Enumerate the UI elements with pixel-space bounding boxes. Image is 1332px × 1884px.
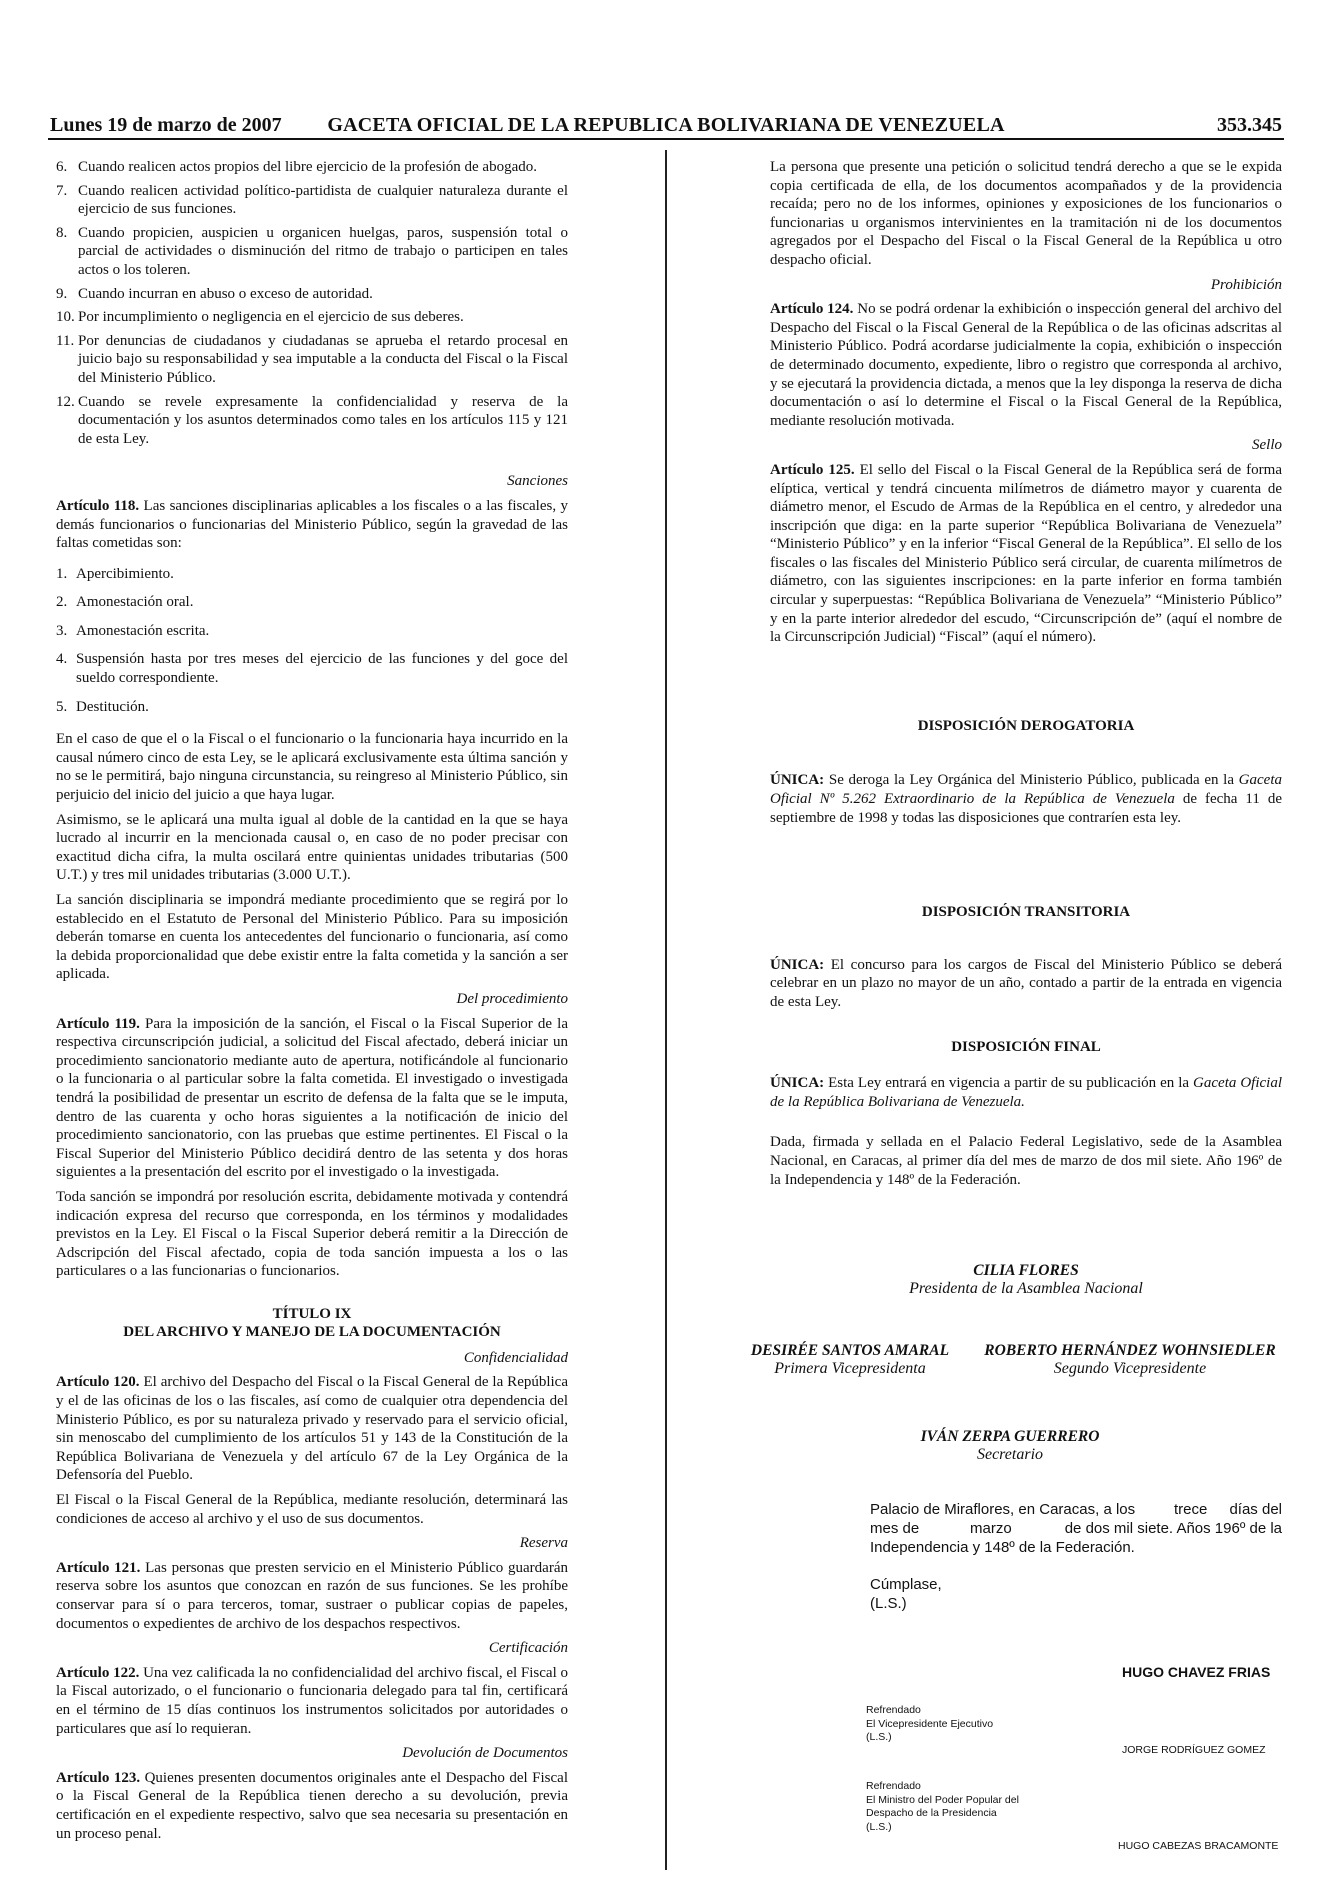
sanciones-list [56,565,568,717]
article-123: Artículo 123. Quienes presenten documentos originales ante el Despacho del Fiscal o la Fiscal General de la República tienen derecho a su devolución, previa certificación en el expediente respectivo, salvo que sea necesaria su presentación en un proceso penal. [56,1769,568,1842]
article-121: Artículo 121. Las personas que presten servicio en el Ministerio Público guardarán reserva sobre los asuntos que conozcan en razón de sus funciones. Se les prohíbe conservar para sí o para terceros, tomar, sustraer o publicar copias de papeles, documentos o expedientes de archivo de los despachos respectivos. [56,1559,568,1632]
promulgation-line-1: Palacio de Miraflores, en Caracas, a los [870,1501,1136,1518]
refrendo-vicepresidente-name: JORGE RODRÍGUEZ GOMEZ [1122,1744,1266,1756]
heading-certificacion: Certificación [488,1640,568,1657]
list-item: 2. Amonestación oral. [56,594,194,611]
list-item: 5. Destitución. [56,698,149,715]
paragraph: La persona que presente una petición o solicitud tendrá derecho a que se le expida copia certificada de ella, de los documentos acompañados y de la providencia recaída; pero no de los informes, opiniones y exposiciones de los funcionarios o funcionarias u organismos intervinientes en la tramitación ni de los documentos agregados por el Despacho del Fiscal o la Fiscal General de la República u otro despacho oficial. [770,159,1282,268]
disposicion-final-heading: DISPOSICIÓN FINAL [951,1038,1101,1055]
header-date: Lunes 19 de marzo de 2007 [50,114,282,136]
paragraph: En el caso de que el o la Fiscal o el funcionario o la funcionaria haya incurrido en la causal número cinco de esta Ley, se le aplicará exclusivamente esta última sanción y no se le permitirá, bajo ninguna circunstancia, su reingreso al Ministerio Público, sin perjuicio del inicio del juicio a que haya lugar. [56,731,568,804]
promulgation-month: marzo [970,1520,1012,1537]
article-124: Artículo 124. No se podrá ordenar la exhibición o inspección general del archivo del Despacho del Fiscal o la Fiscal General de la República o de las oficinas adscritas al Ministerio Público. Podrá acordarse judicialmente la copia, exhibición o inspección de determinado documento, expediente, libro o registro que corresponda al archivo, y se ejecutará la providencia dictada, a menos que la ley disponga la reserva de dicha documentación o así lo determine el Fiscal o la Fiscal General de la República, mediante resolución motivada. [770,301,1283,429]
list-item: 10. Por incumplimiento o negligencia en el ejercicio de sus deberes. [56,309,464,326]
list-item: 6. Cuando realicen actos propios del libre ejercicio de la profesión de abogado. [56,159,537,175]
header-title: GACETA OFICIAL DE LA REPUBLICA BOLIVARIANA DE VENEZUELA [327,114,1005,136]
article-118: Artículo 118. Las sanciones disciplinarias aplicables a los fiscales o a las fiscales, y demás funcionarios o funcionarias del Ministerio Público, según la gravedad de las faltas cometidas son: [56,497,568,552]
promulgation-line-3: Independencia y 148º de la Federación. [870,1539,1135,1556]
title-name: DEL ARCHIVO Y MANEJO DE LA DOCUMENTACIÓN [123,1323,501,1340]
promulgation-dias: días del [1229,1501,1282,1518]
promulgation-mes: mes de [870,1520,920,1537]
article-122: Artículo 122. Una vez calificada la no confidencialidad del archivo fiscal, el Fiscal o la Fiscal autorizado, o el funcionario o funcionaria delegado para tal fin, certificará en el término de 15 días continuos los instrumentos solicitados por autoridades o particulares que así lo requieran. [56,1664,569,1737]
list-item: 4. Suspensión hasta por tres meses del ejercicio de las funciones y del goce del sueldo correspondiente. [56,651,568,687]
paragraph: Asimismo, se le aplicará una multa igual al doble de la cantidad en la que se haya lucrado al incurrir en la mencionada causal o, en caso de no poder precisar con exactitud dicha cifra, la multa oscilará entre quinientas unidades tributarias (500 U.T.) y tres mil unidades tributarias (3.000 U.T.). [56,811,568,884]
paragraph: El Fiscal o la Fiscal General de la República, mediante resolución, determinará las condiciones de acceso al archivo y el uso de sus documentos. [56,1492,568,1527]
signature-segundo-vicepresidente: ROBERTO HERNÁNDEZ WOHNSIEDLER Segundo Vicepresidente [984,1342,1276,1377]
heading-devolucion: Devolución de Documentos [402,1745,568,1762]
signature-secretario: IVÁN ZERPA GUERRERO Secretario [920,1428,1100,1463]
disposicion-final: ÚNICA: Esta Ley entrará en vigencia a partir de su publicación en la Gaceta Oficial de la República Bolivariana de Venezuela. [770,1075,1282,1110]
causales-list [56,158,568,448]
refrendo-ministro-name: HUGO CABEZAS BRACAMONTE [1118,1840,1279,1852]
article-119: Artículo 119. Para la imposición de la sanción, el Fiscal o la Fiscal Superior de la respectiva circunscripción judicial, a solicitud del Fiscal afectado, deberá iniciar un procedimiento sancionatorio mediante auto de apertura, notificándole al funcionario o la funcionaria o al particular sobre la falta cometida. El investigado o investigada tendrá la posibilidad de presentar un escrito de defensa de la falta que se le imputa, dentro de las cuarenta y ocho horas siguientes a la notificación de inicio del procedimiento sancionatorio, con las pruebas que estime pertinentes. El Fiscal o la Fiscal Superior del Ministerio Público decidirá dentro de las setenta y dos horas siguientes a la presentación del escrito por el investigado o la investigada. [56,1015,568,1181]
title-number: TÍTULO IX [272,1305,352,1322]
disposicion-transitoria-heading: DISPOSICIÓN TRANSITORIA [921,904,1131,921]
heading-prohibicion: Prohibición [1210,276,1282,293]
page-header [48,112,1284,140]
heading-reserva: Reserva [519,1535,568,1552]
column-divider [665,150,667,1870]
president-signature: HUGO CHAVEZ FRIAS [1122,1664,1271,1680]
promulgation-year: de dos mil siete. Años 196º de la [1064,1520,1282,1537]
list-item: 8. Cuando propicien, auspicien u organicen huelgas, paros, suspensión total o parcial de actividades o disminución del ritmo de trabajo o participen en tales actos o los toleren. [56,224,568,278]
disposicion-derogatoria-heading: DISPOSICIÓN DEROGATORIA [917,717,1135,734]
disposicion-transitoria: ÚNICA: El concurso para los cargos de Fiscal del Ministerio Público se deberá celebrar en un plazo no mayor de un año, contado a partir de la entrada en vigencia de esta Ley. [770,956,1282,1010]
refrendo-ministro: Refrendado El Ministro del Poder Popular del Despacho de la Presidencia (L.S.) [866,1780,1019,1833]
signature-primera-vicepresidenta: DESIRÉE SANTOS AMARAL Primera Vicepresidenta [750,1342,950,1377]
right-column [770,158,1282,1195]
ls-mark: (L.S.) [870,1595,907,1612]
list-item: 1. Apercibimiento. [56,565,174,582]
heading-procedimiento: Del procedimiento [456,990,568,1007]
list-item: 11. Por denuncias de ciudadanos y ciudadanas se aprueba el retardo procesal en juicio bajo su responsabilidad y sea imputable a la conducta del Fiscal o la Fiscal del Ministerio Público. [56,332,568,386]
dada-paragraph: Dada, firmada y sellada en el Palacio Federal Legislativo, sede de la Asamblea Nacional, en Caracas, al primer día del mes de marzo de dos mil siete. Año 196º de la Independencia y 148º de la Federación. [770,1134,1282,1188]
paragraph: La sanción disciplinaria se impondrá mediante procedimiento que se regirá por lo establecido en el Estatuto de Personal del Ministerio Público. Para su imposición deberán tomarse en cuenta los antecedentes del funcionario o funcionaria, así como la debida proporcionalidad que debe existir entre la falta cometida y la sanción a ser aplicada. [56,892,568,983]
page-number: 353.345 [1217,114,1282,136]
promulgation-day: trece [1174,1501,1208,1518]
article-125: Artículo 125. El sello del Fiscal o la Fiscal General de la República será de forma elíptica, vertical y tendrá cincuenta milímetros de diámetro mayor y cuarenta de diámetro menor, el Escudo de Armas de la República en el centro, y alrededor una inscripción que diga: en la parte superior “República Bolivariana de Venezuela” “Ministerio Público” y en la inferior “Fiscal General de la República”. El sello de los fiscales o las fiscales del Ministerio Público será circular, de cuarenta milímetros de diámetro, con las siguientes inscripciones: en la parte inferior en forma también circular y superpuestas: “República Bolivariana de Venezuela” “Ministerio Público” y en la parte interior alrededor del escudo, “Circunscripción de” (aquí el nombre de la Circunscripción Judicial) “Fiscal” (aquí el número). [770,461,1282,646]
heading-confidencialidad: Confidencialidad [463,1349,568,1366]
list-item: 12. Cuando se revele expresamente la confidencialidad y reserva de la documentación y los asuntos determinados como tales en los artículos 115 y 121 de esta Ley. [56,393,568,447]
list-item: 3. Amonestación escrita. [56,622,210,639]
cumplase: Cúmplase, [870,1576,942,1593]
paragraph: Toda sanción se impondrá por resolución escrita, debidamente motivada y contendrá indicación expresa del recurso que corresponda, en los términos y modalidades previstos en la Ley. El Fiscal o la Fiscal Superior deberá remitir a la Dirección de Adscripción del Fiscal afectado, copia de toda sanción impuesta a los o las particulares o a las funcionarias o funcionarios. [56,1188,568,1280]
heading-sello: Sello [1252,437,1282,454]
heading-sanciones: Sanciones [507,473,568,490]
left-column [56,158,568,1849]
article-120: Artículo 120. El archivo del Despacho del Fiscal o la Fiscal General de la República y el de las oficinas de los o las fiscales, así como de cualquier otra dependencia del Ministerio Público, es por su naturaleza privado y reservado para el servicio oficial, sin menoscabo del cumplimiento de los artículos 51 y 143 de la Constitución de la República Bolivariana de Venezuela y del artículo 67 de la Ley Orgánica de la Defensoría del Pueblo. [56,1374,568,1484]
signature-presidenta: CILIA FLORES Presidenta de la Asamblea Nacional [909,1262,1143,1297]
list-item: 7. Cuando realicen actividad político-partidista de cualquier naturaleza durante el ejercicio de sus funciones. [56,182,568,218]
refrendo-vicepresidente: Refrendado El Vicepresidente Ejecutivo (L.S.) [866,1704,994,1743]
disposicion-derogatoria: ÚNICA: Se deroga la Ley Orgánica del Ministerio Público, publicada en la Gaceta Oficial Nº 5.262 Extraordinario de la República de Venezuela de fecha 11 de septiembre de 1998 y todas las disposiciones que contraríen esta ley. [770,772,1282,826]
promulgation-block [870,1500,1290,1613]
list-item: 9. Cuando incurran en abuso o exceso de autoridad. [56,285,373,302]
title-ix [56,1305,568,1341]
